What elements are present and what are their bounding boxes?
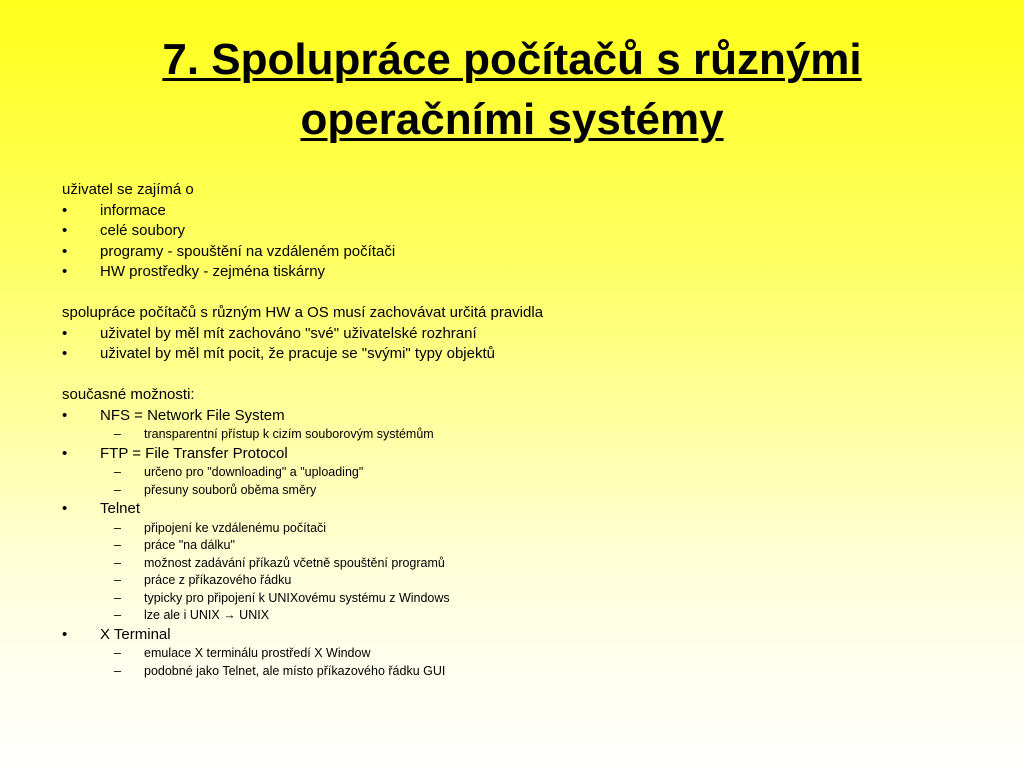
bullet-icon: •	[62, 222, 68, 239]
bullet-icon: •	[62, 444, 68, 462]
dash-icon: –	[114, 465, 121, 479]
sub-item: – určeno pro "downloading" a "uploading"	[62, 464, 982, 482]
dash-icon: –	[114, 608, 121, 622]
spacer	[62, 365, 982, 386]
dash-icon: –	[114, 663, 121, 678]
title-line-1: 7. Spolupráce počítačů s různými	[162, 35, 862, 84]
sub-item: – možnost zadávání příkazů včetně spouštění programů	[62, 555, 982, 573]
sub-item: – přesuny souborů oběma směry	[62, 482, 982, 500]
sub-item: – emulace X terminálu prostředí X Window	[62, 645, 982, 663]
bullet-icon: •	[62, 406, 68, 424]
spacer	[62, 283, 982, 304]
section-heading: současné možnosti:	[62, 386, 195, 403]
dash-icon: –	[114, 520, 121, 535]
list-item-telnet: • Telnet	[62, 499, 982, 520]
list-item-nfs: • NFS = Network File System	[62, 406, 982, 427]
sub-item: – práce "na dálku"	[62, 537, 982, 555]
section-heading: spolupráce počítačů s různým HW a OS musí zachovávat určitá pravidla	[62, 304, 544, 321]
sub-item: – připojení ke vzdálenému počítači	[62, 520, 982, 538]
bullet-icon: •	[62, 242, 68, 260]
dash-icon: –	[114, 538, 121, 552]
list-item: • programy - spouštění na vzdáleném počítači	[62, 242, 982, 263]
sub-item: – podobné jako Telnet, ale místo příkazového řádku GUI	[62, 663, 982, 681]
slide-content	[62, 180, 982, 680]
sub-item: – lze ale i UNIX → UNIX	[62, 607, 982, 625]
bullet-icon: •	[62, 625, 68, 643]
list-item: • informace	[62, 201, 982, 222]
list-item: • HW prostředky - zejména tiskárny	[62, 262, 982, 283]
bullet-icon: •	[62, 500, 68, 517]
title-line-2: operačními systémy	[300, 95, 724, 144]
sub-item: – typicky pro připojení k UNIXovému systému z Windows	[62, 590, 982, 608]
dash-icon: –	[114, 482, 121, 497]
list-item: • uživatel by měl mít pocit, že pracuje se "svými" typy objektů	[62, 344, 982, 365]
dash-icon: –	[114, 555, 121, 570]
dash-icon: –	[114, 646, 121, 660]
list-item: • uživatel by měl mít zachováno "své" uživatelské rozhraní	[62, 324, 982, 345]
list-item-ftp: • FTP = File Transfer Protocol	[62, 444, 982, 465]
sub-item: – práce z příkazového řádku	[62, 572, 982, 590]
bullet-icon: •	[62, 345, 68, 362]
bullet-icon: •	[62, 201, 68, 219]
dash-icon: –	[114, 573, 121, 587]
sub-item: – transparentní přístup k cizím souborovým systémům	[62, 426, 982, 444]
dash-icon: –	[114, 427, 121, 441]
bullet-icon: •	[62, 324, 68, 342]
bullet-icon: •	[62, 263, 68, 280]
list-item: • celé soubory	[62, 221, 982, 242]
slide-title	[0, 30, 1024, 150]
list-item-xterminal: • X Terminal	[62, 625, 982, 646]
section-heading: uživatel se zajímá o	[62, 181, 194, 198]
dash-icon: –	[114, 590, 121, 605]
